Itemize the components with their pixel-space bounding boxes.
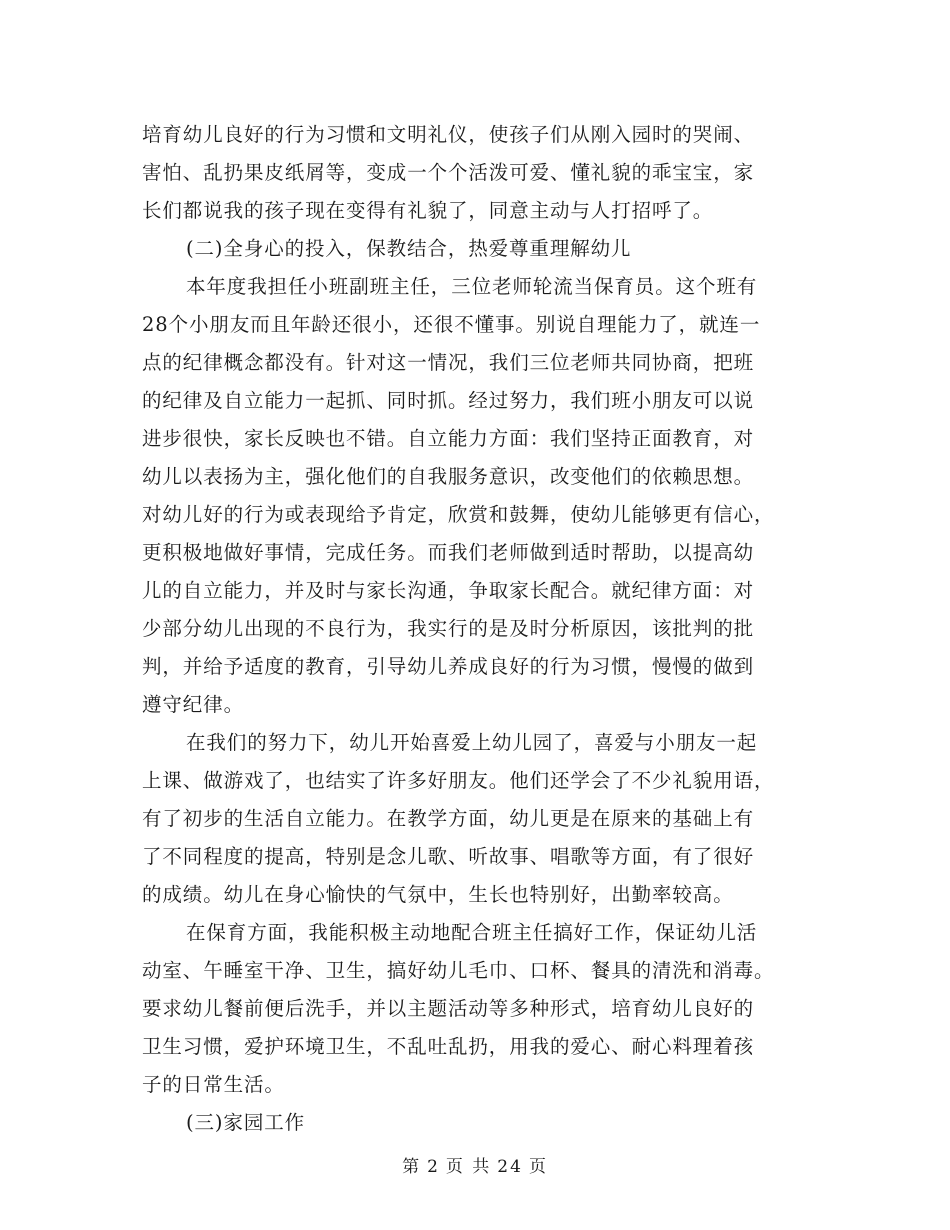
text-line: 本年度我担任小班副班主任，三位老师轮流当保育员。这个班有: [186, 275, 758, 298]
text-line: 要求幼儿餐前便后洗手，并以主题活动等多种形式，培育幼儿良好的: [142, 997, 755, 1020]
text-line: 判，并给予适度的教育，引导幼儿养成良好的行为习惯，慢慢的做到: [142, 655, 755, 678]
text-line: 卫生习惯，爱护环境卫生，不乱吐乱扔，用我的爱心、耐心料理着孩: [142, 1035, 755, 1058]
text-line: 幼儿以表扬为主，强化他们的自我服务意识，改变他们的依赖思想。: [142, 465, 755, 488]
text-line: 上课、做游戏了，也结实了许多好朋友。他们还学会了不少礼貌用语，: [142, 769, 775, 792]
footer-middle: 页 共: [445, 1157, 492, 1177]
body-text: [142, 116, 802, 1142]
text-line: 培育幼儿良好的行为习惯和文明礼仪，使孩子们从刚入园时的哭闹、: [142, 123, 755, 146]
text-line: 对幼儿好的行为或表现给予肯定，欣赏和鼓舞，使幼儿能够更有信心，: [142, 503, 775, 526]
text-line: 遵守纪律。: [142, 693, 245, 716]
text-line: 动室、午睡室干净、卫生，搞好幼儿毛巾、口杯、餐具的清洗和消毒。: [142, 959, 775, 982]
footer-suffix: 页: [528, 1157, 548, 1177]
footer-prefix: 第: [402, 1157, 422, 1177]
text-line: (二)全身心的投入，保教结合，热爱尊重理解幼儿: [186, 237, 632, 260]
footer-total-pages: 24: [497, 1157, 523, 1177]
footer-page-number: 2: [427, 1157, 440, 1177]
page-footer: [0, 1152, 950, 1177]
text-line: 害怕、乱扔果皮纸屑等，变成一个个活泼可爱、懂礼貌的乖宝宝，家: [142, 161, 755, 184]
text-line: 的成绩。幼儿在身心愉快的气氛中，生长也特别好，出勤率较高。: [142, 883, 734, 906]
text-line: 儿的自立能力，并及时与家长沟通，争取家长配合。就纪律方面：对: [142, 579, 755, 602]
text-line: (三)家园工作: [186, 1111, 306, 1134]
text-line: 在我们的努力下，幼儿开始喜爱上幼儿园了，喜爱与小朋友一起: [186, 731, 758, 754]
text-line: 在保育方面，我能积极主动地配合班主任搞好工作，保证幼儿活: [186, 921, 758, 944]
text-line: 更积极地做好事情，完成任务。而我们老师做到适时帮助，以提高幼: [142, 541, 755, 564]
text-line: 点的纪律概念都没有。针对这一情况，我们三位老师共同协商，把班: [142, 351, 755, 374]
text-line: 子的日常生活。: [142, 1073, 285, 1096]
text-line: 进步很快，家长反映也不错。自立能力方面：我们坚持正面教育，对: [142, 427, 755, 450]
text-line: 28个小朋友而且年龄还很小，还很不懂事。别说自理能力了，就连一: [142, 313, 761, 336]
text-line: 少部分幼儿出现的不良行为，我实行的是及时分析原因，该批判的批: [142, 617, 755, 640]
text-line: 长们都说我的孩子现在变得有礼貌了，同意主动与人打招呼了。: [142, 199, 714, 222]
text-line: 的纪律及自立能力一起抓、同时抓。经过努力，我们班小朋友可以说: [142, 389, 755, 412]
text-line: 有了初步的生活自立能力。在教学方面，幼儿更是在原来的基础上有: [142, 807, 755, 830]
text-line: 了不同程度的提高，特别是念儿歌、听故事、唱歌等方面，有了很好: [142, 845, 755, 868]
